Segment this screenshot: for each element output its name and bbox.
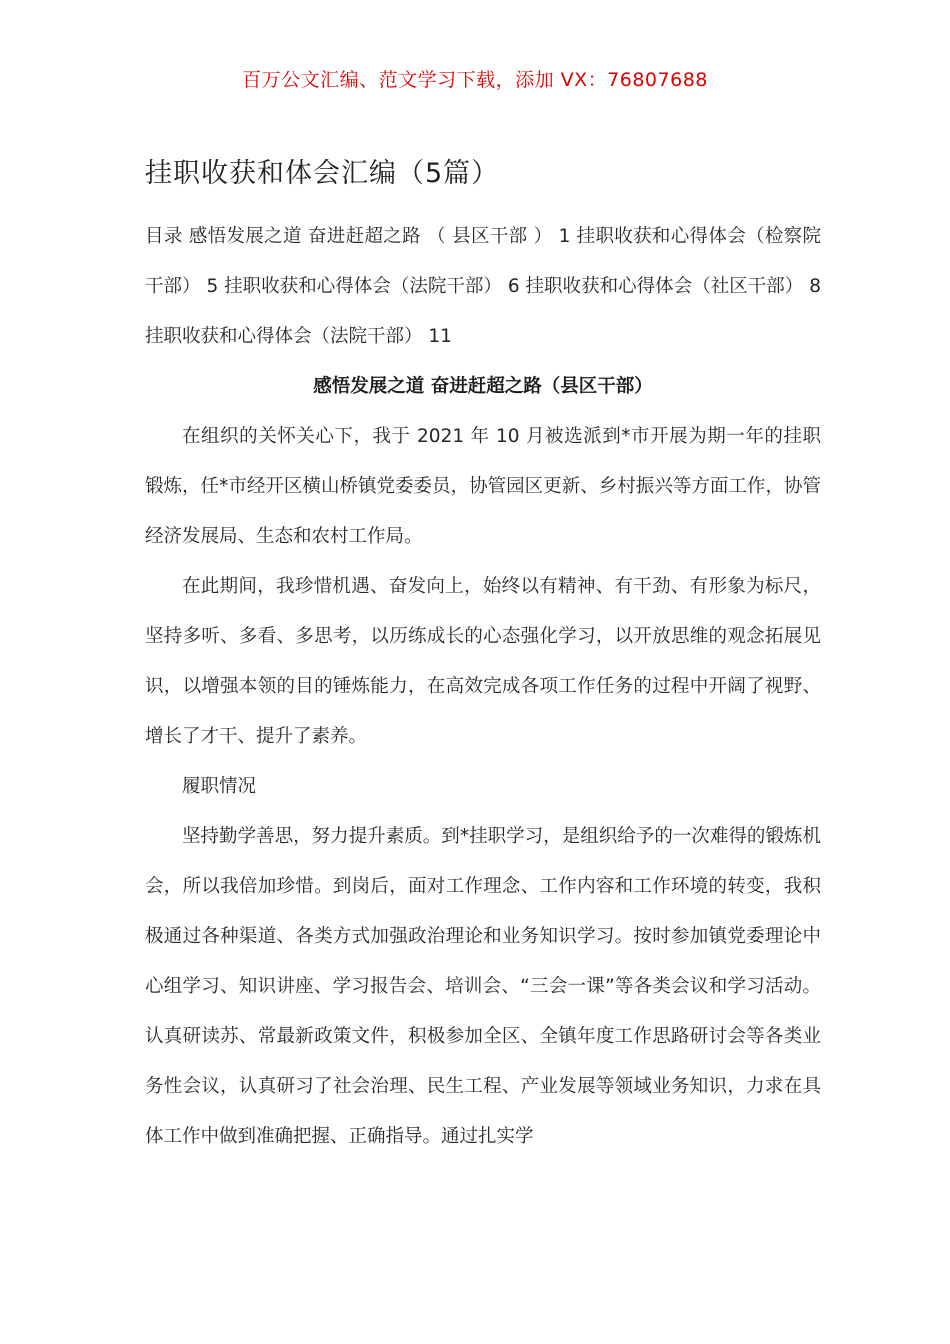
paragraph: 坚持勤学善思，努力提升素质。到*挂职学习，是组织给予的一次难得的锻炼机会，所以我倍加珍惜。到岗后，面对工作理念、工作内容和工作环境的转变，我积极通过各种渠道、各类方式加强政治理论和业务知识学习。按时参加镇党委理论中心组学习、知识讲座、学习报告会、培训会、“三会一课”等各类会议和学习活动。认真研读苏、常最新政策文件，积极参加全区、全镇年度工作思路研讨会等各类业务性会议，认真研习了社会治理、民生工程、产业发展等领域业务知识，力求在具体工作中做到准确把握、正确指导。通过扎实学 — [145, 826, 821, 1147]
subheading-duty: 履职情况 — [182, 776, 257, 797]
paragraph: 在组织的关怀关心下，我于 2021 年 10 月被选派到*市开展为期一年的挂职锻炼，任*市经开区横山桥镇党委委员，协管园区更新、乡村振兴等方面工作，协管经济发展局、生态和农村工作局。 — [145, 426, 821, 547]
paragraph: 在此期间，我珍惜机遇、奋发向上，始终以有精神、有干劲、有形象为标尺，坚持多听、多看、多思考，以历练成长的心态强化学习，以开放思维的观念拓展见识，以增强本领的目的锤炼能力，在高效完成各项工作任务的过程中开阔了视野、增长了才干、提升了素养。 — [145, 576, 821, 747]
section-heading: 感悟发展之道 奋进赶超之路（县区干部） — [313, 376, 653, 397]
document-title: 挂职收获和体会汇编（5篇） — [145, 158, 500, 189]
table-of-contents: 目录 感悟发展之道 奋进赶超之路 （ 县区干部 ） 1 挂职收获和心得体会（检察院干部） 5 挂职收获和心得体会（法院干部） 6 挂职收获和心得体会（社区干部） 8 挂职收获和心得体会（法院干部） 11 — [145, 226, 821, 347]
document-body — [145, 212, 821, 1162]
watermark-banner: 百万公文汇编、范文学习下载，添加 VX：76807688 — [242, 69, 708, 91]
